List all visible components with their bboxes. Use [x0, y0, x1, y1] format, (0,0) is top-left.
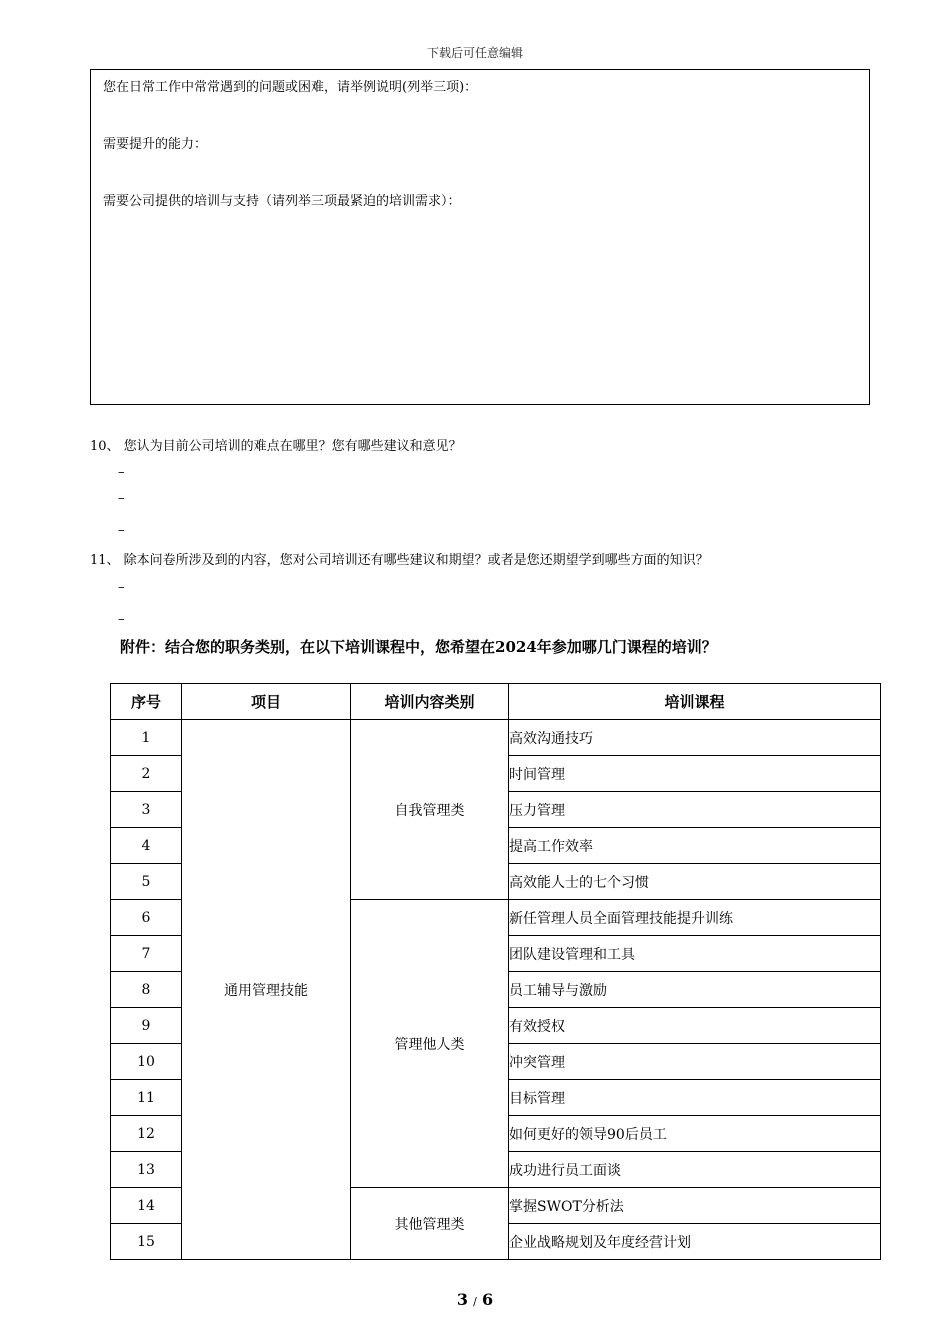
row-number: 1 [111, 720, 182, 756]
annex-title: 附件：结合您的职务类别，在以下培训课程中，您希望在2024年参加哪几门课程的培训？ [120, 638, 717, 656]
box-question-support: 需要公司提供的培训与支持（请列举三项最紧迫的培训需求）： [103, 194, 461, 209]
course-cell: 掌握SWOT分析法 [509, 1188, 881, 1224]
total-pages: 6 [481, 1290, 494, 1309]
course-cell: 有效授权 [509, 1008, 881, 1044]
course-cell: 高效能人士的七个习惯 [509, 864, 881, 900]
course-cell: 高效沟通技巧 [509, 720, 881, 756]
course-cell: 时间管理 [509, 756, 881, 792]
answer-dash: – [118, 523, 125, 538]
category-cell: 自我管理类 [351, 720, 509, 900]
answer-dash: – [118, 612, 125, 627]
category-cell: 管理他人类 [351, 900, 509, 1188]
course-cell: 如何更好的领导90后员工 [509, 1116, 881, 1152]
course-cell: 成功进行员工面谈 [509, 1152, 881, 1188]
box-question-abilities: 需要提升的能力： [103, 137, 208, 152]
header-course: 培训课程 [509, 684, 881, 720]
current-page: 3 [456, 1290, 469, 1309]
table-row [111, 720, 881, 756]
row-number: 14 [111, 1188, 182, 1224]
row-number: 7 [111, 936, 182, 972]
course-table [110, 683, 881, 1260]
question-10: 10、 您认为目前公司培训的难点在哪里？您有哪些建议和意见？ [90, 439, 462, 454]
header-category: 培训内容类别 [351, 684, 509, 720]
course-cell: 压力管理 [509, 792, 881, 828]
page-separator: / [473, 1295, 477, 1308]
course-cell: 冲突管理 [509, 1044, 881, 1080]
row-number: 8 [111, 972, 182, 1008]
table-header-row [111, 684, 881, 720]
row-number: 12 [111, 1116, 182, 1152]
answer-box [90, 69, 870, 405]
course-cell: 目标管理 [509, 1080, 881, 1116]
row-number: 2 [111, 756, 182, 792]
question-11: 11、 除本问卷所涉及到的内容，您对公司培训还有哪些建议和期望？或者是您还期望学到哪些方面的知识？ [90, 553, 709, 568]
row-number: 6 [111, 900, 182, 936]
header-project: 项目 [182, 684, 351, 720]
row-number: 9 [111, 1008, 182, 1044]
box-question-problems: 您在日常工作中常常遇到的问题或困难，请举例说明(列举三项)： [103, 80, 478, 95]
course-cell: 新任管理人员全面管理技能提升训练 [509, 900, 881, 936]
answer-dash: – [118, 491, 125, 506]
row-number: 5 [111, 864, 182, 900]
row-number: 15 [111, 1224, 182, 1260]
answer-dash: – [118, 580, 125, 595]
row-number: 11 [111, 1080, 182, 1116]
row-number: 10 [111, 1044, 182, 1080]
category-cell: 其他管理类 [351, 1188, 509, 1260]
row-number: 13 [111, 1152, 182, 1188]
page-number [0, 1290, 950, 1309]
course-cell: 员工辅导与激励 [509, 972, 881, 1008]
course-cell: 团队建设管理和工具 [509, 936, 881, 972]
header-number: 序号 [111, 684, 182, 720]
page-header: 下载后可任意编辑 [426, 46, 523, 60]
course-cell: 提高工作效率 [509, 828, 881, 864]
row-number: 3 [111, 792, 182, 828]
project-cell: 通用管理技能 [182, 720, 351, 1260]
course-cell: 企业战略规划及年度经营计划 [509, 1224, 881, 1260]
answer-dash: – [118, 465, 125, 480]
row-number: 4 [111, 828, 182, 864]
